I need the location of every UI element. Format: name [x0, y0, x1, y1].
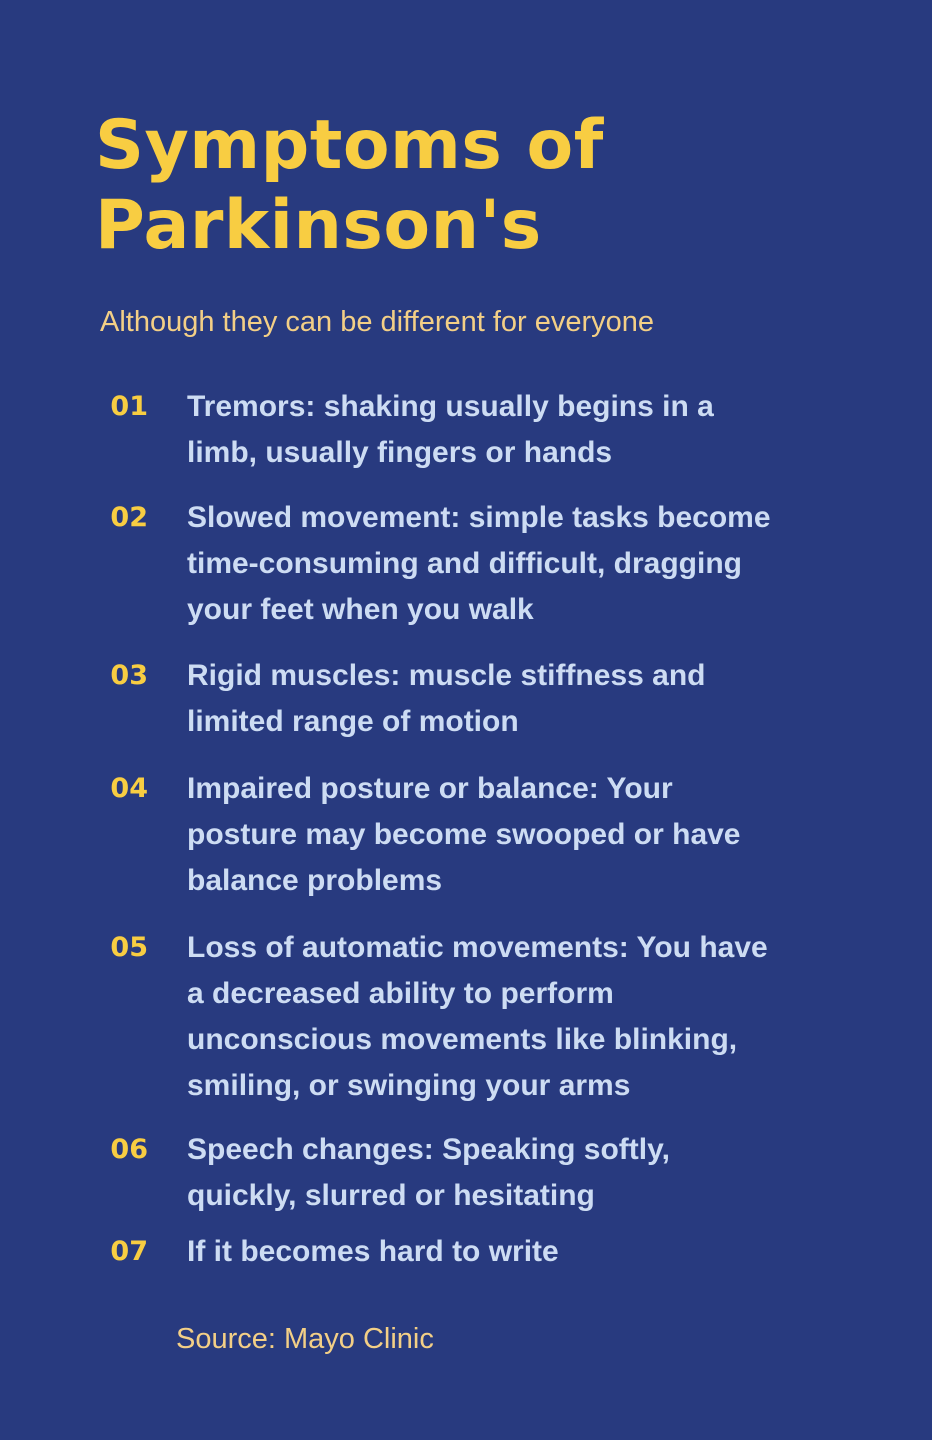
- item-number: 04: [110, 773, 148, 804]
- subtitle: Although they can be different for everyone: [100, 306, 655, 338]
- item-number: 02: [110, 502, 148, 533]
- item-number: 06: [110, 1134, 148, 1165]
- item-text: If it becomes hard to write: [187, 1235, 559, 1268]
- item-number: 03: [110, 660, 148, 691]
- item-text: Speech changes: Speaking softly, quickly, slurred or hesitating: [187, 1133, 670, 1212]
- item-number: 05: [110, 932, 148, 963]
- item-text: Tremors: shaking usually begins in a limb, usually fingers or hands: [187, 390, 714, 469]
- source-credit: Source: Mayo Clinic: [176, 1323, 434, 1355]
- page-title: Symptoms of Parkinson's: [95, 106, 604, 265]
- item-number: 01: [110, 391, 148, 422]
- item-text: Loss of automatic movements: You have a decreased ability to perform unconscious movements like blinking, smiling, or swinging your arms: [187, 931, 768, 1102]
- item-number: 07: [110, 1236, 148, 1267]
- item-text: Impaired posture or balance: Your posture may become swooped or have balance problems: [187, 772, 741, 897]
- item-text: Rigid muscles: muscle stiffness and limited range of motion: [187, 659, 706, 738]
- item-text: Slowed movement: simple tasks become time-consuming and difficult, dragging your feet when you walk: [187, 501, 771, 626]
